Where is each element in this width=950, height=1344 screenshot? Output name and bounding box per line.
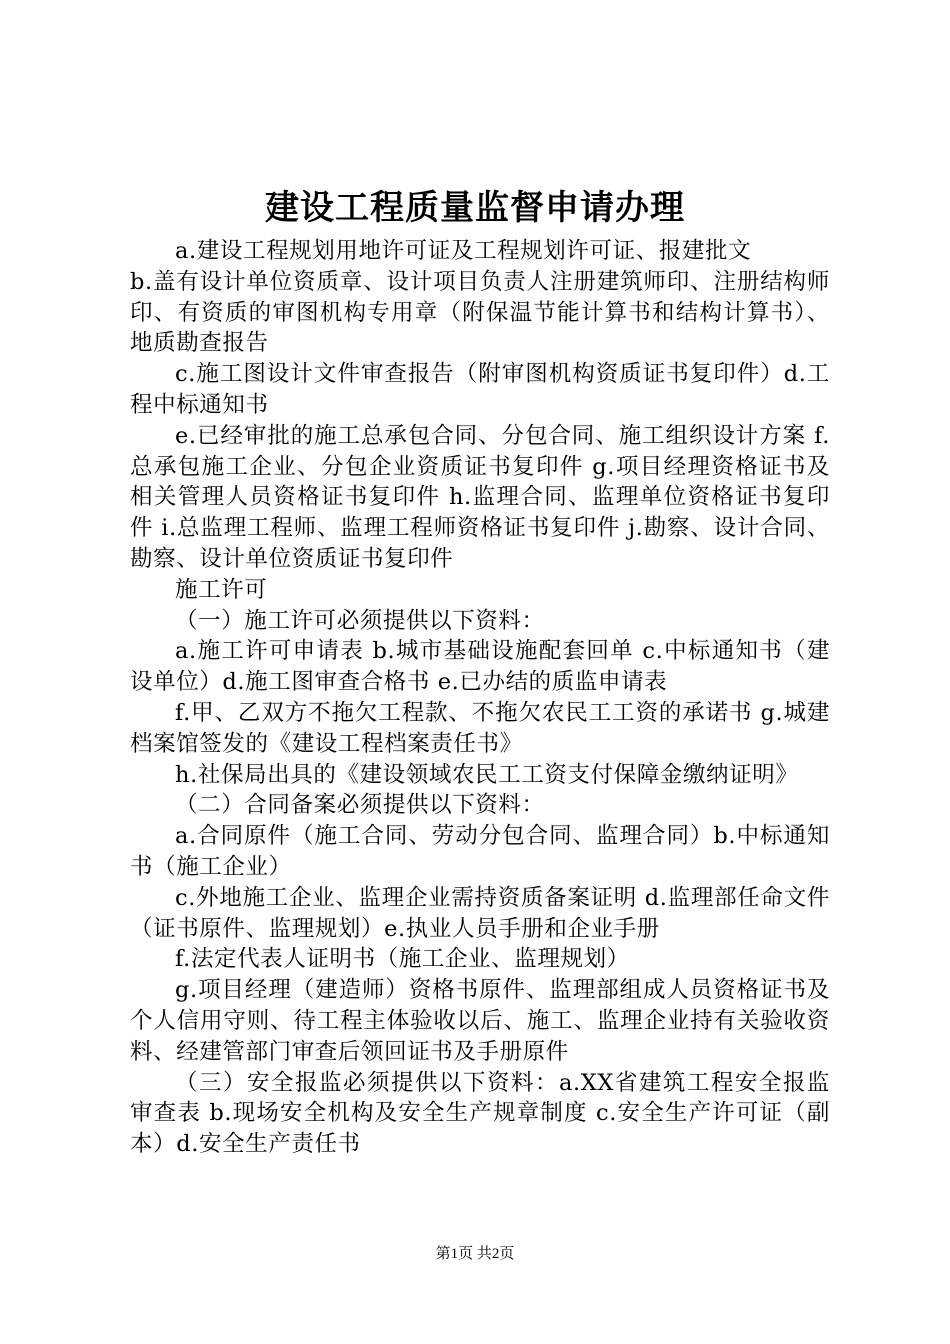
page-number: 第1页 共2页 <box>435 1246 515 1262</box>
paragraph-permit-f-g: f.甲、乙双方不拖欠工程款、不拖欠农民工工资的承诺书 g.城建档案馆签发的《建设工程档案责任书》 <box>130 699 830 757</box>
paragraph-contract-a-b: a.合同原件（施工合同、劳动分包合同、监理合同）b.中标通知书（施工企业） <box>130 823 830 880</box>
subsection-heading-3: （三）安全报监必须提供以下资料：a.XX省建筑工程安全报监审查表 b.现场安全机构及安全生产规章制度 c.安全生产许可证（副本）d.安全生产责任书 <box>130 1069 830 1158</box>
paragraph-a: a.建设工程规划用地许可证及工程规划许可证、报建批文 <box>175 238 752 264</box>
subsection-heading-2: （二）合同备案必须提供以下资料： <box>175 792 545 819</box>
paragraph-b: b.盖有设计单位资质章、设计项目负责人注册建筑师印、注册结构师印、有资质的审图机构专用章（附保温节能计算书和结构计算书）、地质勘查报告 <box>130 268 830 357</box>
paragraph-permit-h: h.社保局出具的《建设领域农民工工资支付保障金缴纳证明》 <box>175 761 799 788</box>
paragraph-contract-f: f.法定代表人证明书（施工企业、监理规划） <box>175 946 630 973</box>
paragraph-e-j: e.已经审批的施工总承包合同、分包合同、施工组织设计方案 f.总承包施工企业、分包企业资质证书复印件 g.项目经理资格证书及相关管理人员资格证书复印件 h.监理合同、监理单位资格证书复印件 i.总监理工程师、监理工程师资格证书复印件 j.勘察、设计合同、勘察、设计单位资质证书复印件 <box>130 422 830 572</box>
document-body <box>130 236 830 1160</box>
paragraph-permit-a-e: a.施工许可申请表 b.城市基础设施配套回单 c.中标通知书（建设单位）d.施工图审查合格书 e.已办结的质监申请表 <box>130 638 830 696</box>
paragraph-contract-g: g.项目经理（建造师）资格书原件、监理部组成人员资格证书及个人信用守则、待工程主体验收以后、施工、监理企业持有关验收资料、经建管部门审查后领回证书及手册原件 <box>130 977 830 1065</box>
paragraph-c-d: c.施工图设计文件审查报告（附审图机构资质证书复印件）d.工程中标通知书 <box>130 361 830 418</box>
paragraph-contract-c-e: c.外地施工企业、监理企业需持资质备案证明 d.监理部任命文件（证书原件、监理规划）e.执业人员手册和企业手册 <box>130 884 830 942</box>
subsection-heading-1: （一）施工许可必须提供以下资料： <box>175 607 545 634</box>
section-heading-construction-permit: 施工许可 <box>175 576 268 603</box>
document-title: 建设工程质量监督申请办理 <box>265 188 685 228</box>
